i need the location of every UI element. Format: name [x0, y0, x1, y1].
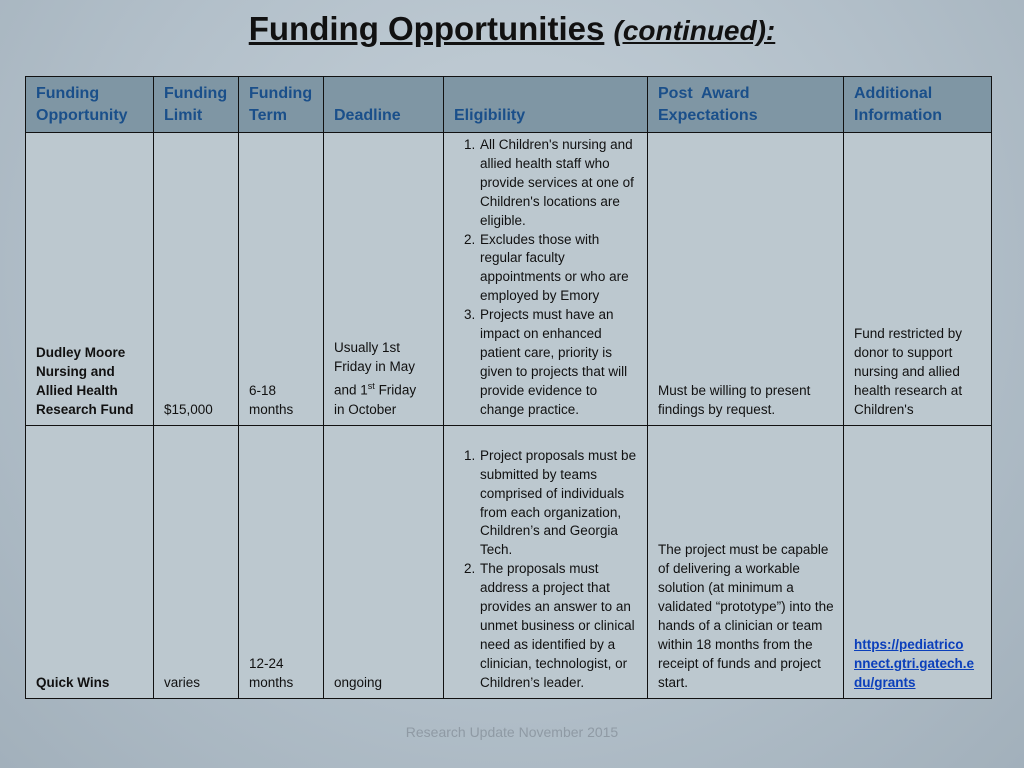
list-item: 2. Excludes those with regular faculty appointments or who are employed by Emory — [479, 231, 638, 307]
table-row — [26, 425, 992, 698]
header-additional-information: Additional Information — [844, 77, 992, 133]
cell-limit: varies — [154, 425, 239, 698]
funding-table — [25, 76, 992, 699]
list-item: 1. All Children's nursing and allied health staff who provide services at one of Children's locations are eligible. — [479, 136, 638, 231]
title-continued: (continued): — [613, 15, 776, 46]
cell-limit: $15,000 — [154, 133, 239, 426]
grants-link[interactable]: https://pediatrico nnect.gtri.gatech.e du/grants — [854, 636, 975, 690]
cell-additional — [844, 425, 992, 698]
header-funding-term: Funding Term — [239, 77, 324, 133]
page-title — [0, 10, 1024, 48]
cell-eligibility — [444, 133, 648, 426]
header-post-award-expectations: Post Award Expectations — [648, 77, 844, 133]
title-main: Funding Opportunities — [248, 10, 605, 47]
table-row — [26, 133, 992, 426]
footer-text: Research Update November 2015 — [405, 724, 619, 740]
cell-opportunity: Quick Wins — [26, 425, 154, 698]
header-eligibility: Eligibility — [444, 77, 648, 133]
header-funding-opportunity: Funding Opportunity — [26, 77, 154, 133]
header-deadline: Deadline — [324, 77, 444, 133]
cell-deadline: ongoing — [324, 425, 444, 698]
list-item: 3. Projects must have an impact on enhanced patient care, priority is given to projects that will provide evidence to change practice. — [479, 306, 638, 419]
cell-term: 12-24 months — [239, 425, 324, 698]
cell-post-award: Must be willing to present findings by request. — [648, 133, 844, 426]
list-item: 2. The proposals must address a project that provides an answer to an unmet business or clinical need as identified by a clinician, technologist, or Children’s leader. — [479, 560, 638, 692]
cell-eligibility — [444, 425, 648, 698]
list-item: 1. Project proposals must be submitted by teams comprised of individuals from each organization, Children’s and Georgia Tech. — [479, 447, 638, 560]
cell-term: 6-18 months — [239, 133, 324, 426]
cell-additional: Fund restricted by donor to support nursing and allied health research at Children's — [844, 133, 992, 426]
cell-deadline: Usually 1st Friday in May and 1st Friday in October — [324, 133, 444, 426]
header-row — [26, 77, 992, 133]
cell-post-award: The project must be capable of delivering a workable solution (at minimum a validated “prototype”) into the hands of a clinician or team within 18 months from the receipt of funds and project start. — [648, 425, 844, 698]
header-funding-limit: Funding Limit — [154, 77, 239, 133]
cell-opportunity: Dudley Moore Nursing and Allied Health Research Fund — [26, 133, 154, 426]
